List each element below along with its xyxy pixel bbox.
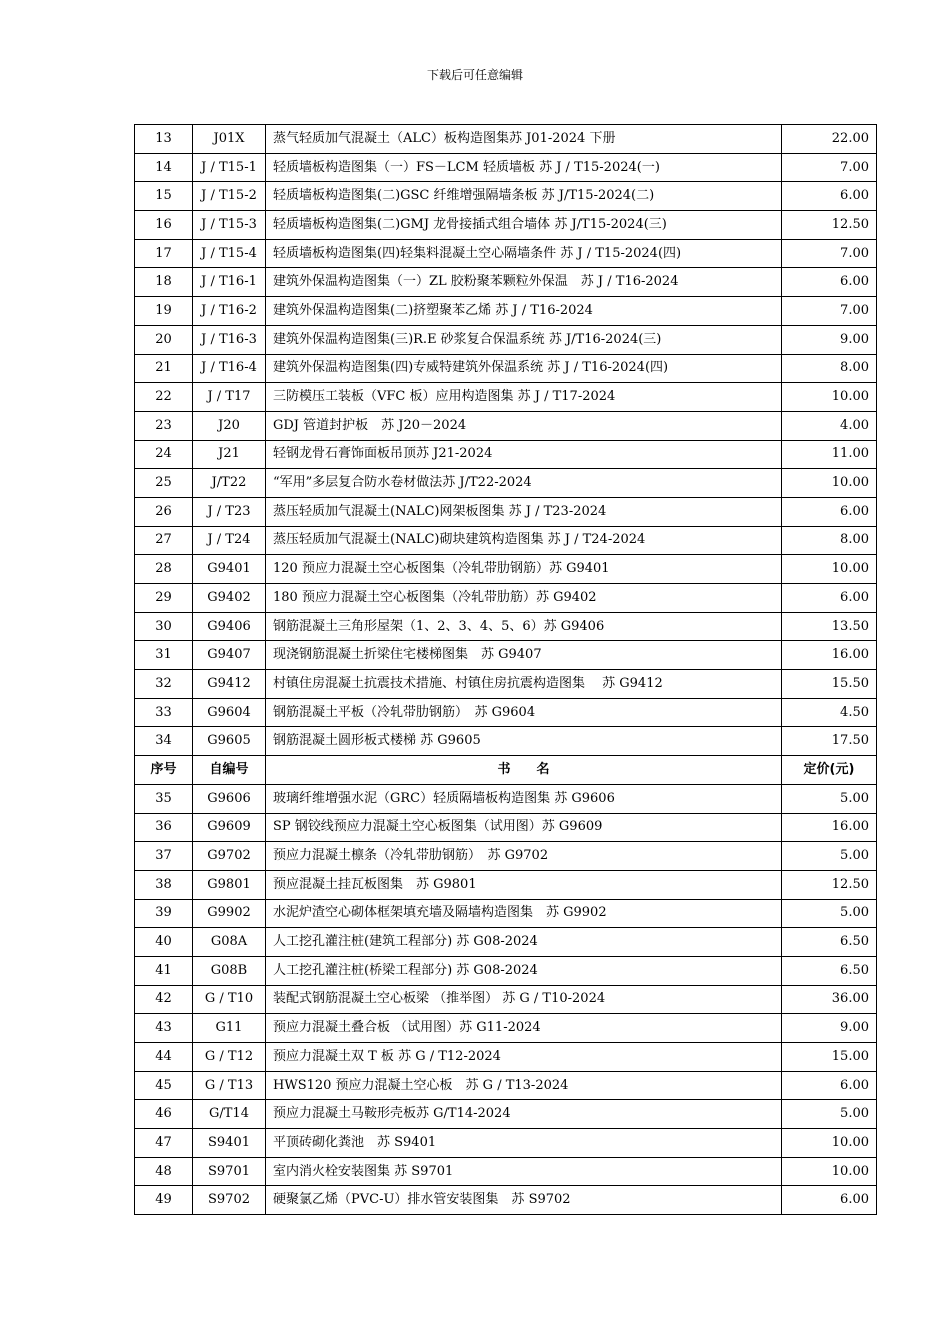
table-row [135, 956, 877, 985]
table-row [135, 985, 877, 1014]
row-code: S9401 [193, 1129, 266, 1158]
table-row [135, 1071, 877, 1100]
row-price: 22.00 [782, 125, 877, 154]
row-price: 6.50 [782, 956, 877, 985]
table-row [135, 870, 877, 899]
row-number: 33 [135, 698, 193, 727]
table-row [135, 239, 877, 268]
table-row [135, 1129, 877, 1158]
row-title: 蒸压轻质加气混凝土(NALC)网架板图集 苏 J / T23-2024 [266, 497, 782, 526]
table-row [135, 182, 877, 211]
row-number: 42 [135, 985, 193, 1014]
row-number: 37 [135, 842, 193, 871]
row-title: 建筑外保温构造图集(三)R.E 砂浆复合保温系统 苏 J/T16-2024(三) [266, 325, 782, 354]
row-title: 玻璃纤维增强水泥（GRC）轻质隔墙板构造图集 苏 G9606 [266, 784, 782, 813]
row-number: 23 [135, 411, 193, 440]
catalog-table [134, 124, 877, 1215]
row-price: 8.00 [782, 354, 877, 383]
table-row [135, 784, 877, 813]
row-code: G / T13 [193, 1071, 266, 1100]
row-code: S9702 [193, 1186, 266, 1215]
row-number: 21 [135, 354, 193, 383]
row-price: 4.50 [782, 698, 877, 727]
row-price: 12.50 [782, 870, 877, 899]
row-number: 36 [135, 813, 193, 842]
table-row [135, 297, 877, 326]
row-code: G11 [193, 1014, 266, 1043]
row-number: 30 [135, 612, 193, 641]
row-title: 建筑外保温构造图集（一）ZL 胶粉聚苯颗粒外保温 苏 J / T16-2024 [266, 268, 782, 297]
row-number: 20 [135, 325, 193, 354]
row-code: J20 [193, 411, 266, 440]
table-row [135, 555, 877, 584]
table-row [135, 813, 877, 842]
row-title: “军用”多层复合防水卷材做法苏 J/T22-2024 [266, 469, 782, 498]
row-code: G08A [193, 928, 266, 957]
row-price: 13.50 [782, 612, 877, 641]
row-title: 建筑外保温构造图集(四)专威特建筑外保温系统 苏 J / T16-2024(四) [266, 354, 782, 383]
row-number: 39 [135, 899, 193, 928]
row-title: 钢筋混凝土平板（冷轧带肋钢筋） 苏 G9604 [266, 698, 782, 727]
row-price: 5.00 [782, 784, 877, 813]
row-title: 预应力混凝土双 T 板 苏 G / T12-2024 [266, 1043, 782, 1072]
row-number: 14 [135, 153, 193, 182]
table-row [135, 268, 877, 297]
row-price: 10.00 [782, 555, 877, 584]
row-price: 5.00 [782, 842, 877, 871]
table-row [135, 325, 877, 354]
row-price: 15.50 [782, 670, 877, 699]
row-code: G / T12 [193, 1043, 266, 1072]
row-price: 6.00 [782, 182, 877, 211]
table-row [135, 1043, 877, 1072]
row-number: 28 [135, 555, 193, 584]
row-number: 22 [135, 383, 193, 412]
table-row [135, 497, 877, 526]
row-title: 水泥炉渣空心砌体框架填充墙及隔墙构造图集 苏 G9902 [266, 899, 782, 928]
row-code: J/T22 [193, 469, 266, 498]
row-code: J / T15-1 [193, 153, 266, 182]
row-code: G/T14 [193, 1100, 266, 1129]
table-row [135, 354, 877, 383]
table-row [135, 211, 877, 240]
table-row [135, 383, 877, 412]
row-title: 硬聚氯乙烯（PVC-U）排水管安装图集 苏 S9702 [266, 1186, 782, 1215]
table-row [135, 612, 877, 641]
row-number: 44 [135, 1043, 193, 1072]
table-row [135, 584, 877, 613]
row-price: 36.00 [782, 985, 877, 1014]
table-row [135, 842, 877, 871]
row-number: 40 [135, 928, 193, 957]
header-code: 自编号 [193, 756, 266, 785]
table-row [135, 440, 877, 469]
page-header: 下载后可任意编辑 [426, 68, 523, 82]
row-number: 43 [135, 1014, 193, 1043]
row-code: J / T16-2 [193, 297, 266, 326]
row-code: G9406 [193, 612, 266, 641]
row-title: 轻质墙板构造图集(二)GMJ 龙骨接插式组合墙体 苏 J/T15-2024(三) [266, 211, 782, 240]
row-title: 蒸气轻质加气混凝土（ALC）板构造图集苏 J01-2024 下册 [266, 125, 782, 154]
row-title: 装配式钢筋混凝土空心板梁 （推举图） 苏 G / T10-2024 [266, 985, 782, 1014]
row-price: 9.00 [782, 325, 877, 354]
catalog-rows-a [135, 125, 877, 756]
row-price: 16.00 [782, 641, 877, 670]
header-price: 定价(元) [782, 756, 877, 785]
row-code: G9609 [193, 813, 266, 842]
row-title: 室内消火栓安装图集 苏 S9701 [266, 1157, 782, 1186]
row-code: G9412 [193, 670, 266, 699]
row-code: J / T16-1 [193, 268, 266, 297]
row-price: 6.00 [782, 584, 877, 613]
row-number: 34 [135, 727, 193, 756]
row-number: 13 [135, 125, 193, 154]
row-price: 5.00 [782, 1100, 877, 1129]
row-price: 10.00 [782, 1157, 877, 1186]
row-title: 轻质墙板构造图集（一）FS－LCM 轻质墙板 苏 J / T15-2024(一) [266, 153, 782, 182]
row-price: 4.00 [782, 411, 877, 440]
row-price: 10.00 [782, 1129, 877, 1158]
row-code: J / T15-3 [193, 211, 266, 240]
row-title: 预应力混凝土檩条（冷轧带肋钢筋） 苏 G9702 [266, 842, 782, 871]
row-number: 17 [135, 239, 193, 268]
row-number: 48 [135, 1157, 193, 1186]
row-code: J21 [193, 440, 266, 469]
row-code: G9407 [193, 641, 266, 670]
row-code: J / T16-3 [193, 325, 266, 354]
table-row [135, 411, 877, 440]
row-code: G / T10 [193, 985, 266, 1014]
catalog-rows-b [135, 784, 877, 1214]
row-title: 人工挖孔灌注桩(建筑工程部分) 苏 G08-2024 [266, 928, 782, 957]
row-title: 蒸压轻质加气混凝土(NALC)砌块建筑构造图集 苏 J / T24-2024 [266, 526, 782, 555]
row-title: 预应混凝土挂瓦板图集 苏 G9801 [266, 870, 782, 899]
row-title: 轻质墙板构造图集(四)轻集料混凝土空心隔墙条件 苏 J / T15-2024(四) [266, 239, 782, 268]
row-title: 人工挖孔灌注桩(桥梁工程部分) 苏 G08-2024 [266, 956, 782, 985]
row-price: 10.00 [782, 383, 877, 412]
row-title: 三防模压工装板（VFC 板）应用构造图集 苏 J / T17-2024 [266, 383, 782, 412]
row-title: 轻质墙板构造图集(二)GSC 纤维增强隔墙条板 苏 J/T15-2024(二) [266, 182, 782, 211]
row-code: J / T24 [193, 526, 266, 555]
row-price: 6.00 [782, 268, 877, 297]
row-code: G9801 [193, 870, 266, 899]
row-number: 26 [135, 497, 193, 526]
row-price: 11.00 [782, 440, 877, 469]
row-number: 19 [135, 297, 193, 326]
table-row [135, 153, 877, 182]
row-code: G9902 [193, 899, 266, 928]
table-row [135, 469, 877, 498]
row-number: 24 [135, 440, 193, 469]
row-number: 29 [135, 584, 193, 613]
row-title: 钢筋混凝土三角形屋架（1、2、3、4、5、6）苏 G9406 [266, 612, 782, 641]
row-code: J / T23 [193, 497, 266, 526]
row-code: G9401 [193, 555, 266, 584]
row-price: 7.00 [782, 239, 877, 268]
table-row [135, 1157, 877, 1186]
row-number: 18 [135, 268, 193, 297]
row-code: J / T15-2 [193, 182, 266, 211]
table-row [135, 1100, 877, 1129]
row-title: 平顶砖砌化粪池 苏 S9401 [266, 1129, 782, 1158]
row-price: 12.50 [782, 211, 877, 240]
row-title: HWS120 预应力混凝土空心板 苏 G / T13-2024 [266, 1071, 782, 1100]
header-name: 书 名 [266, 756, 782, 785]
row-code: G9605 [193, 727, 266, 756]
table-row [135, 641, 877, 670]
row-code: J / T16-4 [193, 354, 266, 383]
row-price: 6.50 [782, 928, 877, 957]
column-header-row [135, 756, 877, 785]
row-code: J01X [193, 125, 266, 154]
row-price: 8.00 [782, 526, 877, 555]
row-number: 46 [135, 1100, 193, 1129]
row-number: 25 [135, 469, 193, 498]
table-row [135, 698, 877, 727]
row-price: 6.00 [782, 1186, 877, 1215]
row-number: 41 [135, 956, 193, 985]
table-row [135, 1186, 877, 1215]
row-code: G9402 [193, 584, 266, 613]
row-code: G08B [193, 956, 266, 985]
row-code: J / T17 [193, 383, 266, 412]
row-price: 10.00 [782, 469, 877, 498]
table-row [135, 727, 877, 756]
row-number: 38 [135, 870, 193, 899]
row-code: J / T15-4 [193, 239, 266, 268]
row-number: 45 [135, 1071, 193, 1100]
table-row [135, 526, 877, 555]
row-number: 35 [135, 784, 193, 813]
row-title: 轻钢龙骨石膏饰面板吊顶苏 J21-2024 [266, 440, 782, 469]
row-price: 6.00 [782, 1071, 877, 1100]
row-price: 5.00 [782, 899, 877, 928]
row-title: SP 钢铰线预应力混凝土空心板图集（试用图）苏 G9609 [266, 813, 782, 842]
row-number: 47 [135, 1129, 193, 1158]
table-row [135, 670, 877, 699]
row-title: 村镇住房混凝土抗震技术措施、村镇住房抗震构造图集 苏 G9412 [266, 670, 782, 699]
row-number: 16 [135, 211, 193, 240]
row-price: 7.00 [782, 153, 877, 182]
row-number: 49 [135, 1186, 193, 1215]
row-title: 180 预应力混凝土空心板图集（冷轧带肋筋）苏 G9402 [266, 584, 782, 613]
row-price: 7.00 [782, 297, 877, 326]
row-price: 6.00 [782, 497, 877, 526]
table-row [135, 928, 877, 957]
table-row [135, 1014, 877, 1043]
row-title: 预应力混凝土叠合板 （试用图）苏 G11-2024 [266, 1014, 782, 1043]
row-code: G9604 [193, 698, 266, 727]
row-title: 预应力混凝土马鞍形壳板苏 G/T14-2024 [266, 1100, 782, 1129]
table-row [135, 899, 877, 928]
row-code: G9702 [193, 842, 266, 871]
row-number: 32 [135, 670, 193, 699]
row-title: 现浇钢筋混凝土折梁住宅楼梯图集 苏 G9407 [266, 641, 782, 670]
row-code: G9606 [193, 784, 266, 813]
row-number: 27 [135, 526, 193, 555]
row-title: GDJ 管道封护板 苏 J20－2024 [266, 411, 782, 440]
row-price: 17.50 [782, 727, 877, 756]
row-code: S9701 [193, 1157, 266, 1186]
header-no: 序号 [135, 756, 193, 785]
row-price: 9.00 [782, 1014, 877, 1043]
row-title: 建筑外保温构造图集(二)挤塑聚苯乙烯 苏 J / T16-2024 [266, 297, 782, 326]
table-row [135, 125, 877, 154]
row-number: 15 [135, 182, 193, 211]
row-price: 15.00 [782, 1043, 877, 1072]
row-title: 钢筋混凝土圆形板式楼梯 苏 G9605 [266, 727, 782, 756]
row-number: 31 [135, 641, 193, 670]
row-title: 120 预应力混凝土空心板图集（冷轧带肋钢筋）苏 G9401 [266, 555, 782, 584]
row-price: 16.00 [782, 813, 877, 842]
catalog-mid-header [135, 756, 877, 785]
